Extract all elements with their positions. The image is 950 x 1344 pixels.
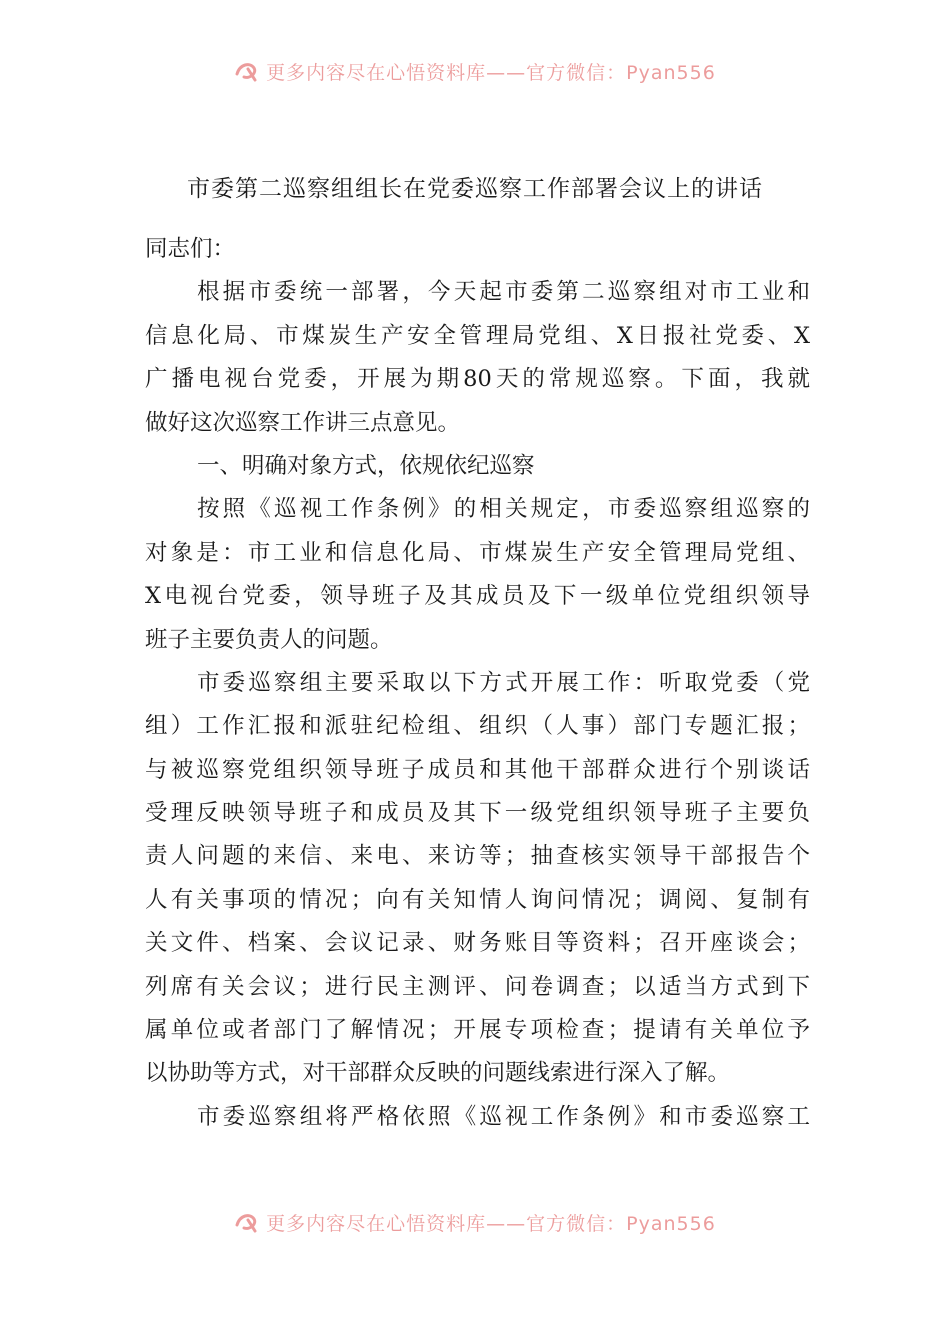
brand-logo-icon [234,60,260,82]
brand-logo-icon [234,1211,260,1233]
watermark-text: 更多内容尽在心悟资料库——官方微信：Pyan556 [266,1212,716,1235]
text-line: 关文件、档案、会议记录、财务账目等资料；召开座谈会； [145,930,810,957]
text-line: 属单位或者部门了解情况；开展专项检查；提请有关单位予 [145,1017,810,1044]
document-body [145,228,810,1139]
text-line: 广播电视台党委，开展为期80天的常规巡察。下面，我就 [145,366,810,393]
text-line: 班子主要负责人的问题。 [145,626,393,653]
text-line: 根据市委统一部署，今天起市委第二巡察组对市工业和 [197,279,810,306]
text-line: 信息化局、市煤炭生产安全管理局党组、X日报社党委、X [145,322,810,349]
text-line: 组）工作汇报和派驻纪检组、组织（人事）部门专题汇报； [145,713,810,740]
text-line: 列席有关会议；进行民主测评、问卷调查；以适当方式到下 [145,973,810,1000]
text-line: X电视台党委，领导班子及其成员及下一级单位党组织领导 [145,583,810,610]
watermark-header [0,56,950,86]
text-line: 对象是：市工业和信息化局、市煤炭生产安全管理局党组、 [145,539,810,566]
text-line: 按照《巡视工作条例》的相关规定，市委巡察组巡察的 [197,496,810,523]
text-line: 受理反映领导班子和成员及其下一级党组织领导班子主要负 [145,800,810,827]
text-line: 责人问题的来信、来电、来访等；抽查核实领导干部报告个 [145,843,810,870]
text-line: 一、明确对象方式，依规依纪巡察 [197,452,535,479]
text-line: 做好这次巡察工作讲三点意见。 [145,409,461,436]
text-line: 市委巡察组主要采取以下方式开展工作：听取党委（党 [197,669,810,696]
text-line: 市委巡察组将严格依照《巡视工作条例》和市委巡察工 [197,1103,810,1130]
text-line: 与被巡察党组织领导班子成员和其他干部群众进行个别谈话 [145,756,810,783]
page-title: 市委第二巡察组组长在党委巡察工作部署会议上的讲话 [187,176,763,202]
watermark-footer [0,1207,950,1237]
text-line: 人有关事项的情况；向有关知情人询问情况；调阅、复制有 [145,886,810,913]
text-line: 同志们： [145,236,236,262]
text-line: 以协助等方式，对干部群众反映的问题线索进行深入了解。 [145,1060,731,1087]
watermark-text: 更多内容尽在心悟资料库——官方微信：Pyan556 [266,61,716,84]
